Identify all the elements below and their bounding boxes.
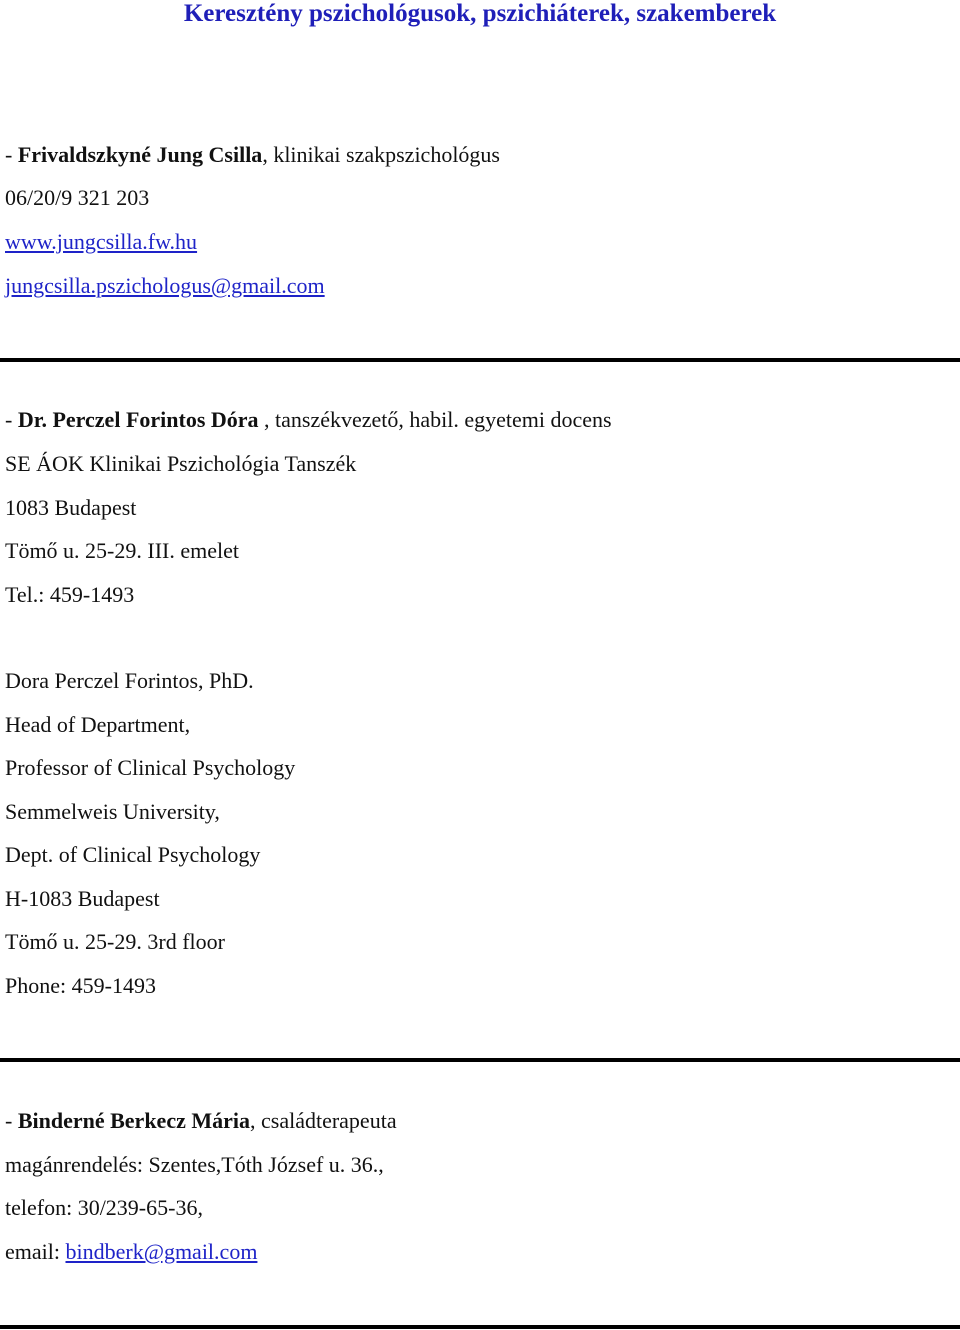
entry-3-email-link[interactable]: bindberk@gmail.com <box>65 1239 258 1264</box>
entry-2-hu-line: SE ÁOK Klinikai Pszichológia Tanszék <box>5 451 357 476</box>
entry-3-email-line <box>5 1239 257 1265</box>
entry-1-website-link[interactable]: www.jungcsilla.fw.hu <box>5 229 198 254</box>
entry-2-header <box>5 407 612 433</box>
entry-1-role: , klinikai szakpszichológus <box>262 142 500 167</box>
entry-1-prefix: - <box>5 142 18 167</box>
entry-2-en-line: H-1083 Budapest <box>5 886 160 911</box>
entry-3-practice: magánrendelés: Szentes,Tóth József u. 36., <box>5 1152 384 1177</box>
entry-2-name: Dr. Perczel Forintos Dóra <box>17 407 259 432</box>
separator-2 <box>0 1058 960 1062</box>
entry-2-en-line: Tömő u. 25-29. 3rd floor <box>5 929 225 954</box>
entry-1-phone: 06/20/9 321 203 <box>5 185 150 210</box>
entry-3-name: Binderné Berkecz Mária <box>17 1108 250 1133</box>
page-title: Keresztény pszichológusok, pszichiáterek, szakemberek <box>183 0 777 27</box>
entry-2-hu-line: Tel.: 459-1493 <box>5 582 135 607</box>
entry-3-email-label: email: <box>5 1239 66 1264</box>
entry-1-name: Frivaldszkyné Jung Csilla <box>17 142 263 167</box>
entry-1-email-link[interactable]: jungcsilla.pszichologus@gmail.com <box>5 273 325 298</box>
entry-2-en-line: Dept. of Clinical Psychology <box>5 842 261 867</box>
entry-2-en-line: Semmelweis University, <box>5 799 220 824</box>
separator-1 <box>0 358 960 362</box>
entry-2-hu-line: Tömő u. 25-29. III. emelet <box>5 538 239 563</box>
entry-3-prefix: - <box>5 1108 18 1133</box>
entry-3-role: , családterapeuta <box>250 1108 397 1133</box>
entry-2-en-line: Professor of Clinical Psychology <box>5 755 296 780</box>
entry-3-header <box>5 1108 397 1134</box>
entry-2-prefix: - <box>5 407 18 432</box>
separator-3 <box>0 1325 960 1329</box>
entry-3-phone: telefon: 30/239-65-36, <box>5 1195 203 1220</box>
entry-2-hu-line: 1083 Budapest <box>5 495 137 520</box>
entry-2-en-line: Head of Department, <box>5 712 191 737</box>
entry-2-role: , tanszékvezető, habil. egyetemi docens <box>258 407 612 432</box>
entry-1-header <box>5 142 500 168</box>
entry-2-en-line: Dora Perczel Forintos, PhD. <box>5 668 254 693</box>
entry-2-en-line: Phone: 459-1493 <box>5 973 156 998</box>
